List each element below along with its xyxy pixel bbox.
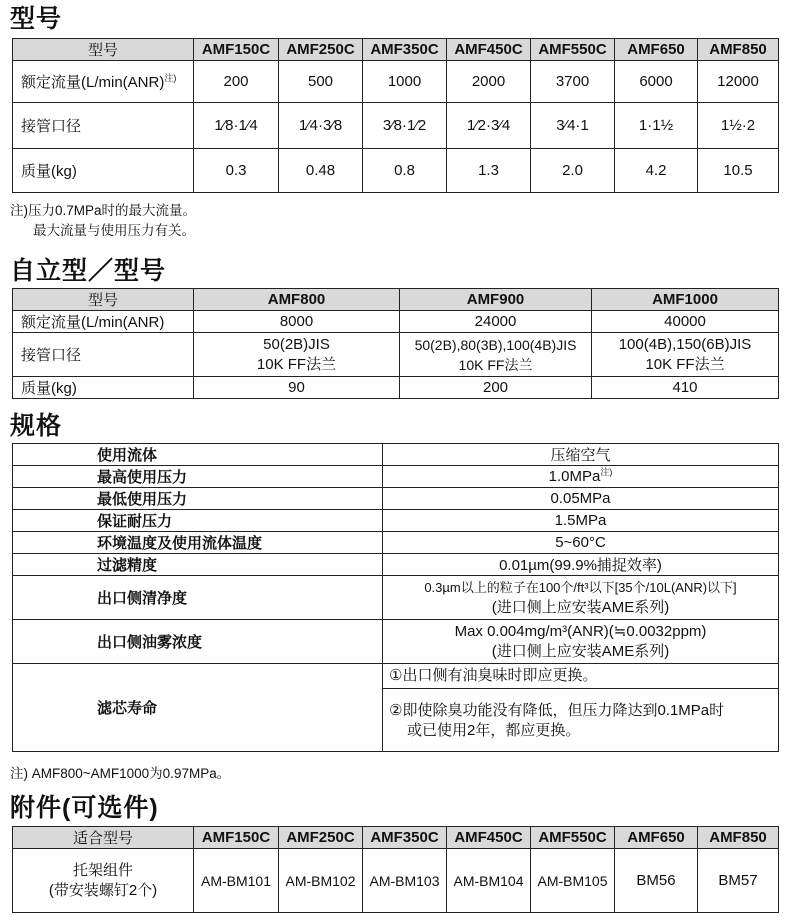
cell: 6000 xyxy=(615,61,698,103)
header-amf900: AMF900 xyxy=(400,289,592,311)
spec-label-filtration: 过滤精度 xyxy=(13,554,383,576)
cell: 1⁄8·1⁄4 xyxy=(194,103,279,149)
header-amf550c: AMF550C xyxy=(531,827,615,849)
note-flow: 注)压力0.7MPa时的最大流量。 xyxy=(10,203,197,218)
table-row xyxy=(13,532,779,554)
header-amf650: AMF650 xyxy=(615,39,698,61)
cell: 50(2B)JIS 10K FF法兰 xyxy=(194,333,400,377)
row-label-flow: 额定流量(L/min(ANR) xyxy=(13,311,194,333)
table-row xyxy=(13,377,779,399)
cell: 0.3 xyxy=(194,149,279,193)
row-label-flow: 额定流量(L/min(ANR)$^{注)}$ xyxy=(13,61,194,103)
spec-label-temperature: 环境温度及使用流体温度 xyxy=(13,532,383,554)
cell: 8000 xyxy=(194,311,400,333)
models-table xyxy=(12,38,779,193)
cell: 1.3 xyxy=(447,149,531,193)
spec-label-element-life: 滤芯寿命 xyxy=(13,664,383,752)
cell: AM-BM101 xyxy=(194,849,279,913)
spec-value: 0.3µm以上的粒子在100个/ft³以下[35个/10L(ANR)以下] (进口侧上应安装AME系列) xyxy=(383,576,779,620)
cell: 2000 xyxy=(447,61,531,103)
list-item: 或已使用2年，都应更换。 xyxy=(407,722,581,739)
row-label-mass: 质量(kg) xyxy=(13,377,194,399)
cell: 1⁄2·3⁄4 xyxy=(447,103,531,149)
cell: 3⁄8·1⁄2 xyxy=(363,103,447,149)
cell: AM-BM104 xyxy=(447,849,531,913)
spec-value: 0.05MPa xyxy=(383,488,779,510)
list-item: ①出口侧有油臭味时即应更换。 xyxy=(383,664,778,689)
spec-value: 5~60°C xyxy=(383,532,779,554)
cell: 24000 xyxy=(400,311,592,333)
table-row xyxy=(13,103,779,149)
cell: AM-BM103 xyxy=(363,849,447,913)
table-row xyxy=(13,466,779,488)
table-row xyxy=(13,333,779,377)
table-row xyxy=(13,61,779,103)
row-label-port: 接管口径 xyxy=(13,333,194,377)
header-amf150c: AMF150C xyxy=(194,827,279,849)
cell: 0.8 xyxy=(363,149,447,193)
section-title-specs: 规格 xyxy=(10,412,63,440)
spec-label-oil-mist: 出口侧油雾浓度 xyxy=(13,620,383,664)
note-max-pressure: 注) AMF800~AMF1000为0.97MPa。 xyxy=(10,766,231,781)
header-amf250c: AMF250C xyxy=(279,827,363,849)
header-model: 型号 xyxy=(13,39,194,61)
table-row xyxy=(13,849,779,913)
table-row xyxy=(13,311,779,333)
spec-label-fluid: 使用流体 xyxy=(13,444,383,466)
cell: 0.48 xyxy=(279,149,363,193)
table-row xyxy=(13,149,779,193)
header-amf450c: AMF450C xyxy=(447,39,531,61)
header-amf800: AMF800 xyxy=(194,289,400,311)
table-row xyxy=(13,664,779,752)
row-label-bracket: 托架组件 (带安装螺钉2个) xyxy=(13,849,194,913)
row-label-port: 接管口径 xyxy=(13,103,194,149)
row-label-mass: 质量(kg) xyxy=(13,149,194,193)
cell: 200 xyxy=(400,377,592,399)
header-amf350c: AMF350C xyxy=(363,39,447,61)
cell: AM-BM102 xyxy=(279,849,363,913)
cell: 200 xyxy=(194,61,279,103)
header-amf1000: AMF1000 xyxy=(592,289,779,311)
spec-value xyxy=(383,664,779,752)
header-model: 型号 xyxy=(13,289,194,311)
cell: 12000 xyxy=(698,61,779,103)
header-amf150c: AMF150C xyxy=(194,39,279,61)
header-amf850: AMF850 xyxy=(698,39,779,61)
cell: 1000 xyxy=(363,61,447,103)
spec-value: 压缩空气 xyxy=(383,444,779,466)
cell: 50(2B),80(3B),100(4B)JIS 10K FF法兰 xyxy=(400,333,592,377)
table-row xyxy=(13,554,779,576)
header-amf450c: AMF450C xyxy=(447,827,531,849)
header-model: 适合型号 xyxy=(13,827,194,849)
spec-value: 1.0MPa$^{注)}$ xyxy=(383,466,779,488)
header-amf250c: AMF250C xyxy=(279,39,363,61)
spec-value: Max 0.004mg/m³(ANR)(≒0.0032ppm) (进口侧上应安装AME系列) xyxy=(383,620,779,664)
cell: 40000 xyxy=(592,311,779,333)
cell: 410 xyxy=(592,377,779,399)
list-item: ②即使除臭功能没有降低，但压力降达到0.1MPa时 xyxy=(389,702,725,719)
cell: 1½·2 xyxy=(698,103,779,149)
cell: 4.2 xyxy=(615,149,698,193)
cell: 1·1½ xyxy=(615,103,698,149)
table-row xyxy=(13,620,779,664)
table-row xyxy=(13,576,779,620)
section-title-accessories: 附件(可选件) xyxy=(10,794,159,822)
cell: 10.5 xyxy=(698,149,779,193)
header-amf550c: AMF550C xyxy=(531,39,615,61)
section-title-freestanding: 自立型／型号 xyxy=(10,257,167,285)
cell: 2.0 xyxy=(531,149,615,193)
note-flow-2: 最大流量与使用压力有关。 xyxy=(33,223,195,238)
table-row xyxy=(13,510,779,532)
header-amf850: AMF850 xyxy=(698,827,779,849)
specs-table xyxy=(12,443,779,752)
table-row xyxy=(13,488,779,510)
spec-label-proof-pressure: 保证耐压力 xyxy=(13,510,383,532)
spec-label-min-pressure: 最低使用压力 xyxy=(13,488,383,510)
spec-label-max-pressure: 最高使用压力 xyxy=(13,466,383,488)
cell: AM-BM105 xyxy=(531,849,615,913)
cell: 500 xyxy=(279,61,363,103)
freestanding-table xyxy=(12,288,779,399)
spec-value: 1.5MPa xyxy=(383,510,779,532)
cell: 1⁄4·3⁄8 xyxy=(279,103,363,149)
cell: BM57 xyxy=(698,849,779,913)
table-row xyxy=(13,444,779,466)
accessories-table xyxy=(12,826,779,913)
cell: BM56 xyxy=(615,849,698,913)
section-title-models: 型号 xyxy=(10,5,63,33)
header-amf650: AMF650 xyxy=(615,827,698,849)
spec-label-cleanliness: 出口侧清净度 xyxy=(13,576,383,620)
cell: 3700 xyxy=(531,61,615,103)
header-amf350c: AMF350C xyxy=(363,827,447,849)
spec-value: 0.01µm(99.9%捕捉效率) xyxy=(383,554,779,576)
cell: 100(4B),150(6B)JIS 10K FF法兰 xyxy=(592,333,779,377)
cell: 90 xyxy=(194,377,400,399)
cell: 3⁄4·1 xyxy=(531,103,615,149)
